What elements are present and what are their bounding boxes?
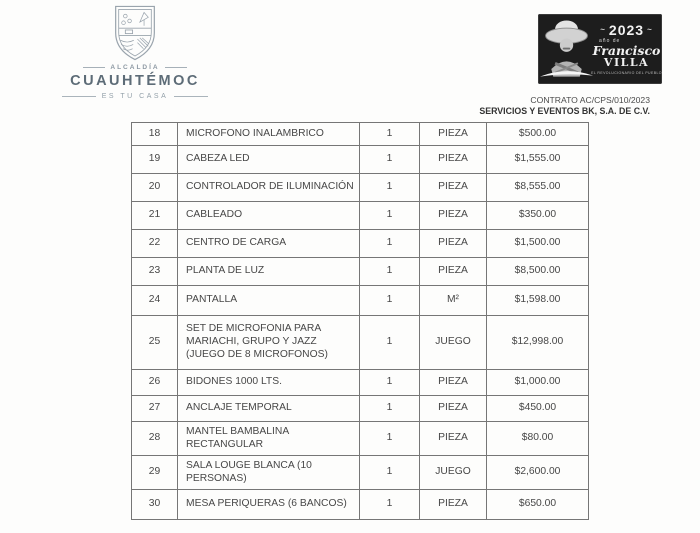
row-number: 24 bbox=[132, 286, 178, 316]
item-description: CABLEADO bbox=[178, 202, 360, 230]
crest-alcaldia-line bbox=[50, 64, 220, 71]
table-row bbox=[132, 370, 589, 396]
table-row bbox=[132, 230, 589, 258]
item-description: ANCLAJE TEMPORAL bbox=[178, 396, 360, 422]
table-row bbox=[132, 258, 589, 286]
table-row bbox=[132, 456, 589, 490]
decorative-dash bbox=[83, 67, 105, 68]
item-quantity: 1 bbox=[360, 396, 420, 422]
row-number: 20 bbox=[132, 174, 178, 202]
item-description: CABEZA LED bbox=[178, 146, 360, 174]
crest-tagline-line bbox=[50, 93, 220, 100]
row-number: 28 bbox=[132, 422, 178, 456]
row-number: 18 bbox=[132, 123, 178, 146]
decorative-flourish: ~ bbox=[647, 24, 653, 34]
crest-shield-icon bbox=[107, 4, 163, 62]
item-description: CENTRO DE CARGA bbox=[178, 230, 360, 258]
row-number: 21 bbox=[132, 202, 178, 230]
item-price: $8,500.00 bbox=[487, 258, 589, 286]
table-row bbox=[132, 286, 589, 316]
item-price: $80.00 bbox=[487, 422, 589, 456]
decorative-flourish: ~ bbox=[600, 24, 606, 34]
item-price: $8,555.00 bbox=[487, 174, 589, 202]
item-unit: PIEZA bbox=[420, 258, 487, 286]
item-price: $1,598.00 bbox=[487, 286, 589, 316]
item-quantity: 1 bbox=[360, 258, 420, 286]
crest-tagline: ES TU CASA bbox=[101, 93, 169, 100]
row-number: 23 bbox=[132, 258, 178, 286]
item-description: CONTROLADOR DE ILUMINACIÓN bbox=[178, 174, 360, 202]
item-quantity: 1 bbox=[360, 123, 420, 146]
table-row bbox=[132, 396, 589, 422]
item-unit: PIEZA bbox=[420, 230, 487, 258]
item-unit: PIEZA bbox=[420, 396, 487, 422]
table-row bbox=[132, 123, 589, 146]
decorative-rule bbox=[62, 96, 96, 97]
item-description: MANTEL BAMBALINA RECTANGULAR bbox=[178, 422, 360, 456]
item-description: SALA LOUGE BLANCA (10 PERSONAS) bbox=[178, 456, 360, 490]
villa-portrait-svg bbox=[538, 14, 595, 84]
row-number: 26 bbox=[132, 370, 178, 396]
table-row bbox=[132, 146, 589, 174]
item-quantity: 1 bbox=[360, 286, 420, 316]
item-description: PLANTA DE LUZ bbox=[178, 258, 360, 286]
table-row bbox=[132, 316, 589, 370]
item-quantity: 1 bbox=[360, 174, 420, 202]
decorative-rule bbox=[174, 96, 208, 97]
item-price: $450.00 bbox=[487, 396, 589, 422]
item-quantity: 1 bbox=[360, 316, 420, 370]
item-unit: JUEGO bbox=[420, 316, 487, 370]
item-unit: M² bbox=[420, 286, 487, 316]
row-number: 22 bbox=[132, 230, 178, 258]
item-description: PANTALLA bbox=[178, 286, 360, 316]
item-unit: PIEZA bbox=[420, 202, 487, 230]
items-table bbox=[131, 122, 589, 520]
badge-subtitle: EL REVOLUCIONARIO DEL PUEBLO bbox=[591, 71, 662, 76]
item-unit: PIEZA bbox=[420, 370, 487, 396]
item-price: $500.00 bbox=[487, 123, 589, 146]
table-row bbox=[132, 490, 589, 520]
item-quantity: 1 bbox=[360, 456, 420, 490]
item-price: $650.00 bbox=[487, 490, 589, 520]
badge-first-name: Francisco bbox=[592, 42, 661, 58]
contract-number: CONTRATO AC/CPS/010/2023 bbox=[530, 95, 650, 105]
item-quantity: 1 bbox=[360, 202, 420, 230]
row-number: 25 bbox=[132, 316, 178, 370]
item-unit: PIEZA bbox=[420, 146, 487, 174]
item-description: MICROFONO INALAMBRICO bbox=[178, 123, 360, 146]
item-description: BIDONES 1000 LTS. bbox=[178, 370, 360, 396]
item-price: $1,500.00 bbox=[487, 230, 589, 258]
row-number: 27 bbox=[132, 396, 178, 422]
item-description: MESA PERIQUERAS (6 BANCOS) bbox=[178, 490, 360, 520]
decorative-dash bbox=[165, 67, 187, 68]
item-quantity: 1 bbox=[360, 230, 420, 258]
francisco-villa-2023-badge bbox=[538, 14, 662, 84]
badge-year: 2023 bbox=[608, 21, 645, 38]
contract-vendor: SERVICIOS Y EVENTOS BK, S.A. DE C.V. bbox=[479, 106, 650, 116]
item-price: $1,000.00 bbox=[487, 370, 589, 396]
item-unit: PIEZA bbox=[420, 422, 487, 456]
badge-last-name: VILLA bbox=[603, 56, 650, 70]
cuauhtemoc-logo bbox=[50, 4, 220, 100]
item-quantity: 1 bbox=[360, 490, 420, 520]
item-quantity: 1 bbox=[360, 146, 420, 174]
item-unit: JUEGO bbox=[420, 456, 487, 490]
crest-name: CUAUHTÉMOC bbox=[70, 73, 200, 89]
item-price: $12,998.00 bbox=[487, 316, 589, 370]
badge-text-block bbox=[591, 14, 662, 84]
row-number: 29 bbox=[132, 456, 178, 490]
item-price: $350.00 bbox=[487, 202, 589, 230]
row-number: 19 bbox=[132, 146, 178, 174]
item-unit: PIEZA bbox=[420, 174, 487, 202]
villa-portrait-icon bbox=[538, 14, 595, 84]
badge-year-line bbox=[600, 23, 653, 37]
item-unit: PIEZA bbox=[420, 490, 487, 520]
table-row bbox=[132, 202, 589, 230]
row-number: 30 bbox=[132, 490, 178, 520]
item-quantity: 1 bbox=[360, 422, 420, 456]
item-price: $2,600.00 bbox=[487, 456, 589, 490]
item-description: SET DE MICROFONIA PARA MARIACHI, GRUPO Y JAZZ (JUEGO DE 8 MICROFONOS) bbox=[178, 316, 360, 370]
crest-alcaldia-label: ALCALDÍA bbox=[110, 64, 160, 71]
badge-ano-de: año de bbox=[599, 37, 621, 44]
item-price: $1,555.00 bbox=[487, 146, 589, 174]
table-row bbox=[132, 422, 589, 456]
contract-reference bbox=[479, 95, 650, 117]
item-quantity: 1 bbox=[360, 370, 420, 396]
item-unit: PIEZA bbox=[420, 123, 487, 146]
table-row bbox=[132, 174, 589, 202]
